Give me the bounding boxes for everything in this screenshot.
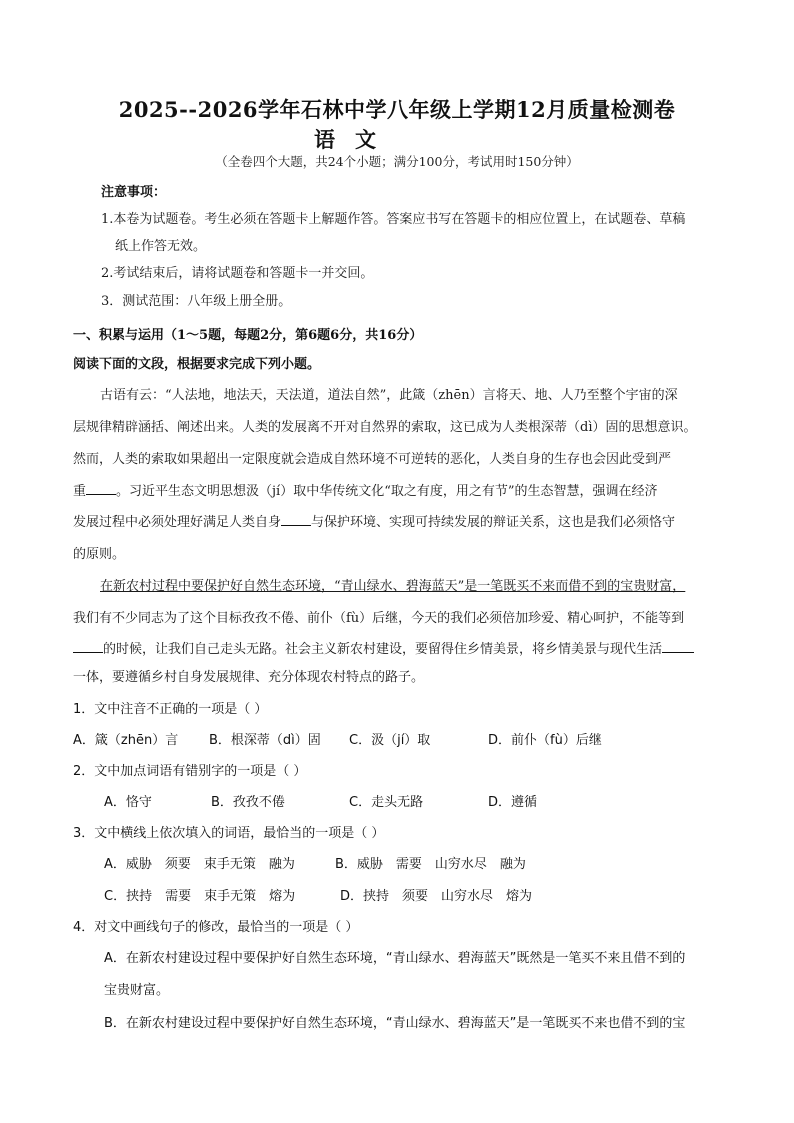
passage-text: 与保护环境、实现可持续发展的辩证关系，这也是我们必须恪守: [311, 515, 676, 530]
question-3-stem: 3．文中横线上依次填入的词语，最恰当的一项是（ ）: [73, 826, 385, 841]
q2-option-a: A．恪守: [104, 795, 152, 810]
notice-item-2: 2.考试结束后，请将试题卷和答题卡一并交回。: [101, 266, 374, 281]
section-heading: 一、积累与运用（1～5题，每题2分，第6题6分，共16分）: [73, 328, 423, 343]
passage-line: 我们有不少同志为了这个目标孜孜不倦、前仆（fù）后继，今天的我们必须倍加珍爱、精心呵护，不能等到: [73, 611, 685, 626]
q2-option-c: C．走头无路: [349, 795, 424, 810]
section-instruction: 阅读下面的文段，根据要求完成下列小题。: [73, 357, 321, 372]
exam-meta: （全卷四个大题，共24个小题；满分100分，考试用时150分钟）: [215, 154, 579, 169]
question-2-stem: 2．文中加点词语有错别字的一项是（ ）: [73, 764, 307, 779]
notice-item-3: 3．测试范围：八年级上册全册。: [101, 294, 292, 309]
q1-option-a: A．箴（zhēn）言: [73, 733, 179, 748]
underlined-sentence: 在新农村过程中要保护好自然生态环境，“青山绿水、碧海蓝天”是一笔既买不来而借不到的宝贵财富，: [100, 579, 686, 594]
notice-item-1-cont: 纸上作答无效。: [115, 239, 207, 254]
passage-text: 的时候，让我们自己走头无路。社会主义新农村建设，要留得住乡情美景，将乡情美景与现代生活: [103, 642, 663, 657]
passage-text: 。习近平生态文明思想汲（jí）取中华传统文化“取之有度，用之有节”的生态智慧，强调在经济: [116, 484, 658, 499]
fill-blank: [662, 640, 694, 653]
q4-option-a: A．在新农村建设过程中要保护好自然生态环境，“青山绿水、碧海蓝天”既然是一笔买不来且借不到的: [104, 951, 686, 966]
question-1-stem: 1．文中注音不正确的一项是（ ）: [73, 702, 268, 717]
passage-line: [73, 511, 675, 530]
subject-label: 语文: [314, 127, 396, 152]
q1-option-b: B．根深蒂（dì）固: [209, 733, 321, 748]
q2-option-b: B．孜孜不倦: [211, 795, 285, 810]
passage-line: 层规律精辟涵括、阐述出来。人类的发展离不开对自然界的索取，这已成为人类根深蒂（dì）固的思想意识。: [73, 420, 697, 435]
passage-text: 发展过程中必须处理好满足人类自身: [73, 515, 282, 530]
passage-line: 的原则。: [73, 547, 126, 562]
fill-blank: [86, 482, 116, 495]
q1-option-d: D．前仆（fù）后继: [488, 733, 602, 748]
notice-heading: 注意事项：: [101, 185, 167, 200]
notice-item-1: 1.本卷为试题卷。考生必须在答题卡上解题作答。答案应书写在答题卡的相应位置上，在试题卷、草稿: [101, 212, 686, 227]
q4-option-b: B．在新农村建设过程中要保护好自然生态环境，“青山绿水、碧海蓝天”是一笔既买不来也借不到的宝: [104, 1016, 686, 1031]
passage-line: [73, 480, 658, 499]
passage-line: [73, 638, 694, 657]
q3-option-c: C．挟持 需要 束手无策 熔为: [104, 889, 296, 904]
q2-option-d: D．遵循: [488, 795, 538, 810]
fill-blank: [281, 513, 311, 526]
passage-line: [100, 575, 685, 594]
passage-text: 重: [73, 484, 87, 499]
passage-line: 古语有云：“人法地，地法天，天法道，道法自然”，此箴（zhēn）言将天、地、人乃至整个宇宙的深: [100, 388, 678, 403]
q4-option-a-cont: 宝贵财富。: [104, 983, 170, 998]
q3-option-b: B．威胁 需要 山穷水尽 融为: [335, 857, 526, 872]
passage-line: 一体，要遵循乡村自身发展规律、充分体现农村特点的路子。: [73, 670, 425, 685]
q3-option-d: D．挟持 须要 山穷水尽 熔为: [340, 889, 533, 904]
q1-option-c: C．汲（jí）取: [349, 733, 431, 748]
q3-option-a: A．威胁 须要 束手无策 融为: [104, 857, 295, 872]
question-4-stem: 4．对文中画线句子的修改，最恰当的一项是（ ）: [73, 920, 359, 935]
exam-title: 2025--2026学年石林中学八年级上学期12月质量检测卷: [118, 97, 676, 122]
passage-line: 然而，人类的索取如果超出一定限度就会造成自然环境不可逆转的恶化，人类自身的生存也会因此受到严: [73, 452, 672, 467]
fill-blank: [73, 640, 103, 653]
